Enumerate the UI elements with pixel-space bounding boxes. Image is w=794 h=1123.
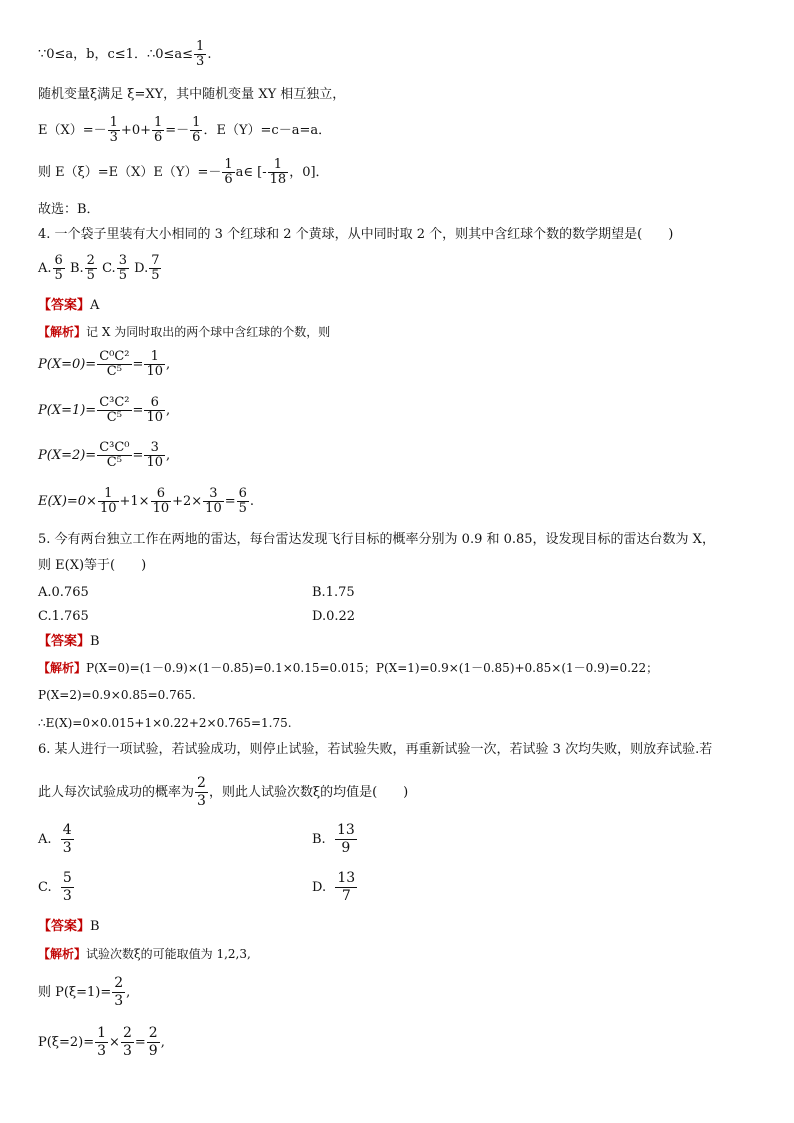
question-6-option-d: D. $\frac{13}{7}$	[312, 870, 356, 904]
formula-xi2: P(ξ=2)= $\frac{1}{3}$ × $\frac{2}{3}$ = $\frac{2}{9}$ ,	[38, 1025, 165, 1059]
fraction: $\frac{1}{6}$	[153, 115, 163, 145]
answer-tag: 【答案】	[38, 298, 91, 313]
question-6-stem-2: 此人每次试验成功的概率为 $\frac{2}{3}$ ，则此人试验次数ξ的均值是( )	[38, 775, 409, 809]
question-4-options: A. $\frac{6}{5}$ B. $\frac{2}{5}$ C. $\frac{3}{5}$ D. $\frac{7}{5}$	[38, 253, 160, 283]
question-5-option-a: A.0.765	[38, 585, 89, 600]
question-4-analysis: 【解析】记 X 为同时取出的两个球中含红球的个数，则	[38, 325, 331, 339]
fraction: $\frac{1}{18}$	[269, 157, 287, 187]
formula-p0: P(X=0)= $\frac{\text{C⁰C²}}{\text{C⁵}}$ = $\frac{1}{10}$ ,	[38, 349, 171, 379]
question-6-option-c: C. $\frac{5}{3}$	[38, 870, 72, 904]
formula-p2: P(X=2)= $\frac{\text{C³C⁰}}{\text{C⁵}}$ = $\frac{3}{10}$ ,	[38, 440, 171, 470]
formula-ex: E(X)=0× $\frac{1}{10}$ +1× $\frac{6}{10}$ +2× $\frac{3}{10}$ = $\frac{6}{5}$ .	[38, 486, 255, 516]
text-line-ex: E（X）=－ $\frac{1}{3}$ +0+ $\frac{1}{6}$ =－ $\frac{1}{6}$ ．E（Y）=c－a=a．	[38, 115, 332, 145]
fraction: $\frac{1}{3}$	[109, 115, 118, 145]
text-line-choose: 故选：B．	[38, 202, 100, 217]
question-4-stem: 4. 一个袋子里装有大小相同的 3 个红球和 2 个黄球，从中同时取 2 个，则其中含红球个数的数学期望是( )	[38, 227, 674, 242]
fraction: $\frac{1}{3}$	[196, 39, 205, 69]
question-6-option-a: A. $\frac{4}{3}$	[38, 822, 72, 856]
question-5-option-d: D.0.22	[312, 609, 356, 624]
condition-text: ∵0≤a，b，c≤1．∴0≤a≤	[38, 47, 194, 62]
question-5-option-b: B.1.75	[312, 585, 355, 600]
analysis-tag: 【解析】	[38, 947, 87, 961]
analysis-tag: 【解析】	[38, 661, 87, 675]
text-line-condition: ∵0≤a，b，c≤1．∴0≤a≤ $\frac{1}{3}$ .	[38, 39, 212, 69]
question-6-analysis: 【解析】试验次数ξ的可能取值为 1,2,3,	[38, 947, 251, 961]
formula-xi1: 则 P(ξ=1)= $\frac{2}{3}$ ,	[38, 975, 131, 1009]
question-5-line-3: ∴E(X)=0×0.015+1×0.22+2×0.765=1.75.	[38, 716, 292, 730]
question-5-stem: 5. 今有两台独立工作在两地的雷达，每台雷达发现飞行目标的概率分别为 0.9 和 0.85，设发现目标的雷达台数为 X，	[38, 532, 715, 547]
fraction: $\frac{1}{6}$	[192, 115, 201, 145]
question-6-option-b: B. $\frac{13}{9}$	[312, 822, 355, 856]
text-line-variable: 随机变量ξ满足 ξ=XY，其中随机变量 XY 相互独立，	[38, 87, 346, 102]
question-5-stem-2: 则 E(X)等于( )	[38, 558, 147, 573]
question-4-answer: 【答案】A	[38, 298, 100, 313]
text-line-exi: 则 E（ξ）=E（X）E（Y）=－ $\frac{1}{6}$ a∈ [- $\frac{1}{18}$ ，0]．	[38, 157, 329, 187]
question-5-analysis: 【解析】P(X=0)=(1－0.9)×(1－0.85)=0.1×0.15=0.015；P(X=1)=0.9×(1－0.85)+0.85×(1－0.9)=0.22；	[38, 661, 659, 675]
question-5-line-2: P(X=2)=0.9×0.85=0.765.	[38, 688, 196, 702]
analysis-tag: 【解析】	[38, 325, 87, 339]
formula-p1: P(X=1)= $\frac{\text{C³C²}}{\text{C⁵}}$ = $\frac{6}{10}$ ,	[38, 395, 171, 425]
question-6-answer: 【答案】B	[38, 919, 100, 934]
answer-tag: 【答案】	[38, 919, 91, 934]
question-5-answer: 【答案】B	[38, 634, 100, 649]
fraction: $\frac{1}{6}$	[224, 157, 233, 187]
question-6-stem: 6. 某人进行一项试验，若试验成功，则停止试验，若试验失败，再重新试验一次，若试验 3 次均失败，则放弃试验.若	[38, 742, 713, 757]
question-5-option-c: C.1.765	[38, 609, 89, 624]
answer-tag: 【答案】	[38, 634, 91, 649]
